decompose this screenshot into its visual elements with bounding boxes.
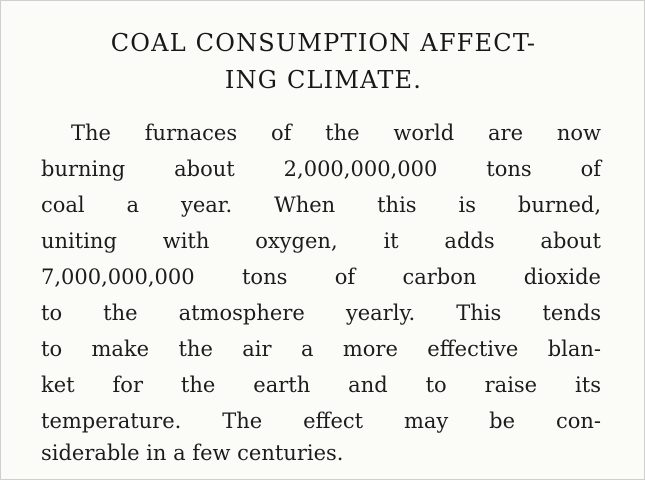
- body-line-9: temperature. The effect may be con-: [41, 409, 601, 433]
- body-line-3: coal a year. When this is burned,: [41, 193, 601, 217]
- body-line-1: The furnaces of the world are now: [71, 121, 601, 145]
- body-line-5: 7,000,000,000 tons of carbon dioxide: [41, 265, 601, 289]
- body-line-8: ket for the earth and to raise its: [41, 373, 601, 397]
- body-line-7: to make the air a more effective blan-: [41, 337, 601, 361]
- body-line-10: siderable in a few centuries.: [41, 441, 344, 465]
- headline-line-2: ING CLIMATE.: [224, 66, 423, 94]
- body-line-4: uniting with oxygen, it adds about: [41, 229, 601, 253]
- headline-line-1: COAL CONSUMPTION AFFECT-: [110, 29, 537, 57]
- body-line-2: burning about 2,000,000,000 tons of: [41, 157, 601, 181]
- body-line-6: to the atmosphere yearly. This tends: [41, 301, 601, 325]
